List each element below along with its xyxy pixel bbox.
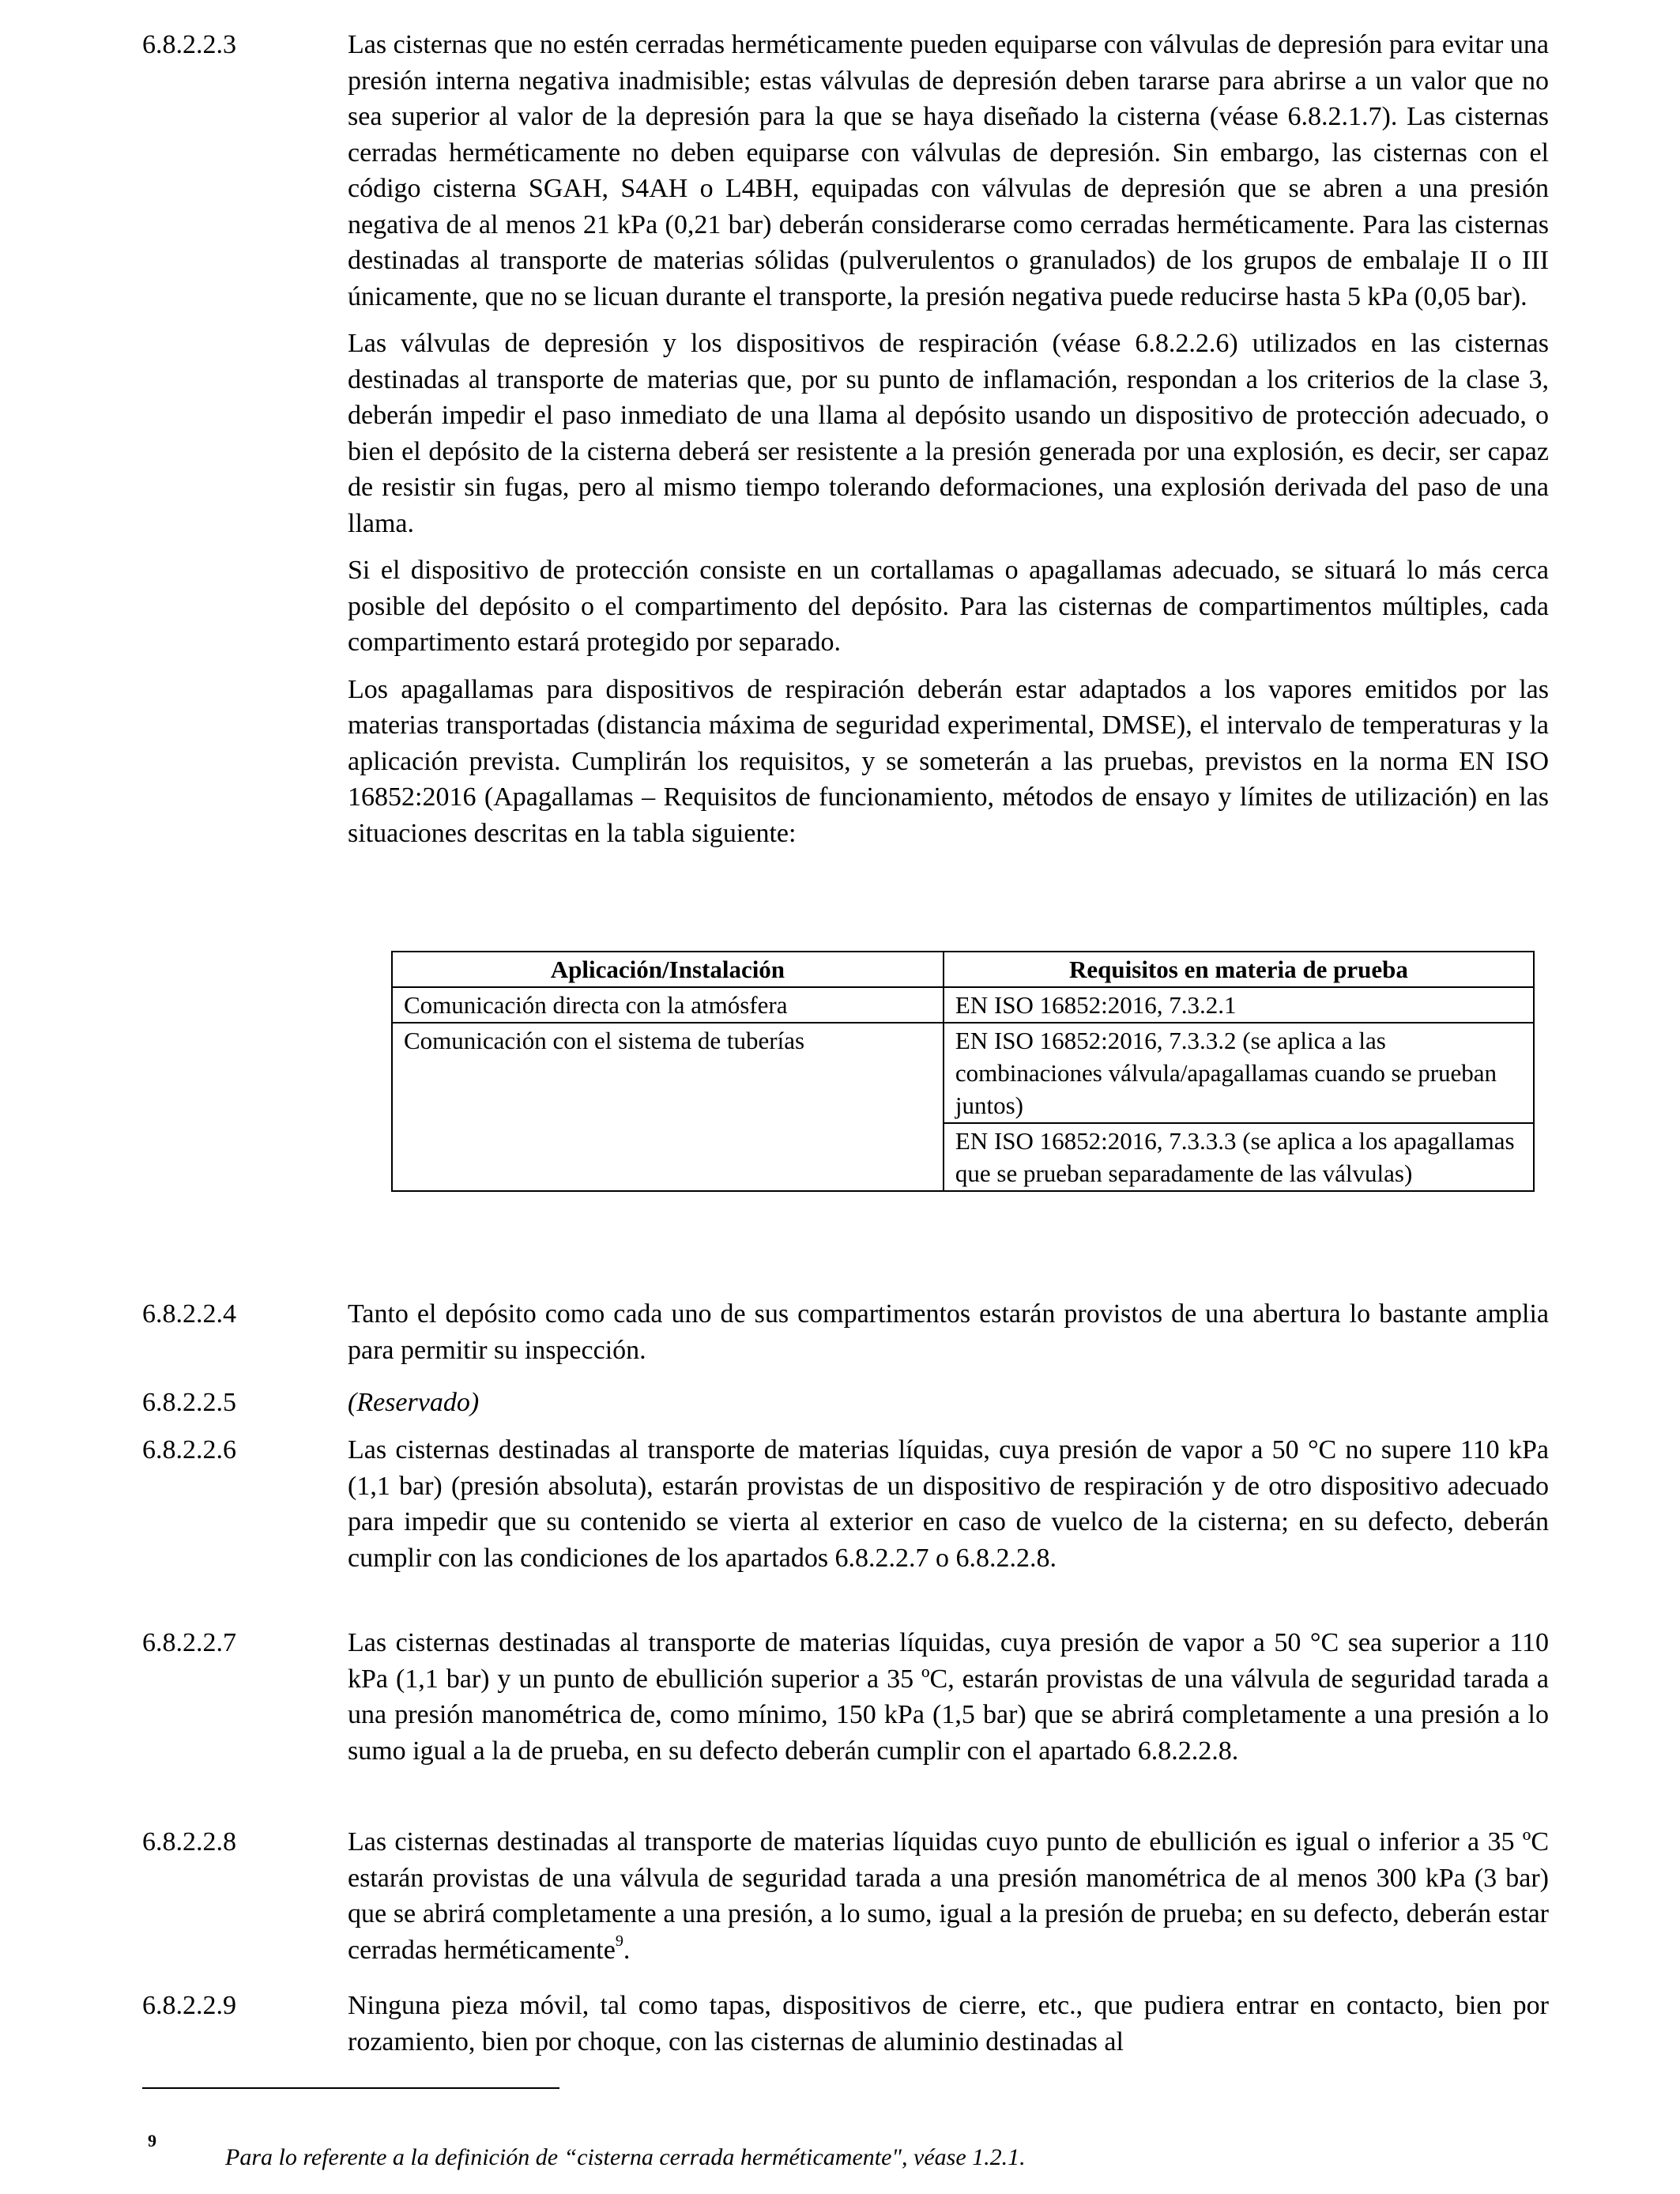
table-cell: Comunicación con el sistema de tuberías xyxy=(392,1023,944,1191)
table-row xyxy=(392,987,1534,1023)
footnote-mark: 9 xyxy=(148,2131,156,2151)
table-row xyxy=(392,1023,1534,1123)
paragraph: Las cisternas destinadas al transporte de materias líquidas, cuya presión de vapor a 50 °C sea superior a 110 kPa (1,1 bar) y un punto de ebullición superior a 35 ºC, estarán provistas de una válvula de seguridad tarada a una presión manométrica de, como mínimo, 150 kPa (1,5 bar) que se abrirá completamente a una presión a lo sumo igual a la de prueba, en su defecto deberán cumplir con el apartado 6.8.2.2.8. xyxy=(348,1628,1549,1766)
paragraph-text: Las cisternas destinadas al transporte de materias líquidas cuyo punto de ebullición es igual o inferior a 35 ºC estarán provistas de una válvula de seguridad tarada a una presión manométrica de al menos 300 kPa (3 bar) que se abrirá completamente a una presión, a lo sumo, igual a la presión de prueba; en su defecto, deberán estar cerradas herméticamente xyxy=(348,1827,1549,1965)
section-number: 6.8.2.2.7 xyxy=(142,1628,236,1657)
table-cell: EN ISO 16852:2016, 7.3.3.3 (se aplica a los apagallamas que se prueban separadamente de las válvulas) xyxy=(944,1123,1534,1191)
table-header-cell: Aplicación/Instalación xyxy=(392,952,944,987)
section-6-8-2-2-4 xyxy=(142,1296,1549,1368)
paragraph: Tanto el depósito como cada uno de sus compartimentos estarán provistos de una abertura lo bastante amplia para permitir su inspección. xyxy=(348,1299,1549,1365)
paragraph xyxy=(348,1824,1549,1968)
section-number: 6.8.2.2.9 xyxy=(142,1991,236,2020)
section-number: 6.8.2.2.3 xyxy=(142,30,236,59)
table-cell: EN ISO 16852:2016, 7.3.3.2 (se aplica a las combinaciones válvula/apagallamas cuando se prueban juntos) xyxy=(944,1023,1534,1123)
paragraph: Si el dispositivo de protección consiste en un cortallamas o apagallamas adecuado, se situará lo más cerca posible del depósito o el compartimento del depósito. Para las cisternas de compartimentos múltiples, cada compartimento estará protegido por separado. xyxy=(348,556,1549,657)
section-6-8-2-2-8 xyxy=(142,1824,1549,1968)
table-header-cell: Requisitos en materia de prueba xyxy=(944,952,1534,987)
paragraph: Las cisternas destinadas al transporte de materias líquidas, cuya presión de vapor a 50 °C no supere 110 kPa (1,1 bar) (presión absoluta), estarán provistas de un dispositivo de respiración y de otro dispositivo adecuado para impedir que su contenido se vierta al exterior en caso de vuelco de la cisterna; en su defecto, deberán cumplir con las condiciones de los apartados 6.8.2.2.7 o 6.8.2.2.8. xyxy=(348,1435,1549,1573)
table-header-row xyxy=(392,952,1534,987)
section-number: 6.8.2.2.8 xyxy=(142,1827,236,1857)
table-cell: Comunicación directa con la atmósfera xyxy=(392,987,944,1023)
paragraph: (Reservado) xyxy=(348,1388,480,1417)
section-number: 6.8.2.2.6 xyxy=(142,1435,236,1465)
paragraph: Las válvulas de depresión y los dispositivos de respiración (véase 6.8.2.2.6) utilizados en las cisternas destinadas al transporte de materias que, por su punto de inflamación, respondan a los criterios de la clase 3, deberán impedir el paso inmediato de una llama al depósito usando un dispositivo de protección adecuado, o bien el depósito de la cisterna deberá ser resistente a la presión generada por una explosión, es decir, ser capaz de resistir sin fugas, pero al mismo tiempo tolerando deformaciones, una explosión derivada del paso de una llama. xyxy=(348,329,1549,538)
table-cell: EN ISO 16852:2016, 7.3.2.1 xyxy=(944,987,1534,1023)
paragraph: Ninguna pieza móvil, tal como tapas, dispositivos de cierre, etc., que pudiera entrar en contacto, bien por rozamiento, bien por choque, con las cisternas de aluminio destinadas al xyxy=(348,1991,1549,2056)
section-6-8-2-2-6 xyxy=(142,1432,1549,1576)
section-6-8-2-2-7 xyxy=(142,1625,1549,1769)
section-6-8-2-2-5 xyxy=(142,1385,1549,1421)
section-number: 6.8.2.2.4 xyxy=(142,1299,236,1329)
footnote-text: Para lo referente a la definición de “cisterna cerrada herméticamente", véase 1.2.1. xyxy=(225,2144,1026,2170)
footnote-divider xyxy=(142,2087,559,2089)
requirements-table xyxy=(391,951,1535,1192)
section-number: 6.8.2.2.5 xyxy=(142,1388,236,1417)
paragraph-tail: . xyxy=(623,1935,631,1965)
section-6-8-2-2-3 xyxy=(142,27,1549,851)
section-6-8-2-2-9 xyxy=(142,1988,1549,2060)
paragraph: Las cisternas que no estén cerradas herméticamente pueden equiparse con válvulas de depresión para evitar una presión interna negativa inadmisible; estas válvulas de depresión deben tararse para abrirse a un valor que no sea superior al valor de la depresión para la que se haya diseñado la cisterna (véase 6.8.2.1.7). Las cisternas cerradas herméticamente no deben equiparse con válvulas de depresión. Sin embargo, las cisternas con el código cisterna SGAH, S4AH o L4BH, equipadas con válvulas de depresión que se abren a una presión negativa de al menos 21 kPa (0,21 bar) deberán considerarse como cerradas herméticamente. Para las cisternas destinadas al transporte de materias sólidas (pulverulentos o granulados) de los grupos de embalaje II o III únicamente, que no se licuan durante el transporte, la presión negativa puede reducirse hasta 5 kPa (0,05 bar). xyxy=(348,30,1549,311)
paragraph: Los apagallamas para dispositivos de respiración deberán estar adaptados a los vapores emitidos por las materias transportadas (distancia máxima de seguridad experimental, DMSE), el intervalo de temperaturas y la aplicación prevista. Cumplirán los requisitos, y se someterán a las pruebas, previstos en la norma EN ISO 16852:2016 (Apagallamas – Requisitos de funcionamiento, métodos de ensayo y límites de utilización) en las situaciones descritas en la tabla siguiente: xyxy=(348,674,1549,848)
footnote-reference[interactable]: 9 xyxy=(615,1932,623,1951)
